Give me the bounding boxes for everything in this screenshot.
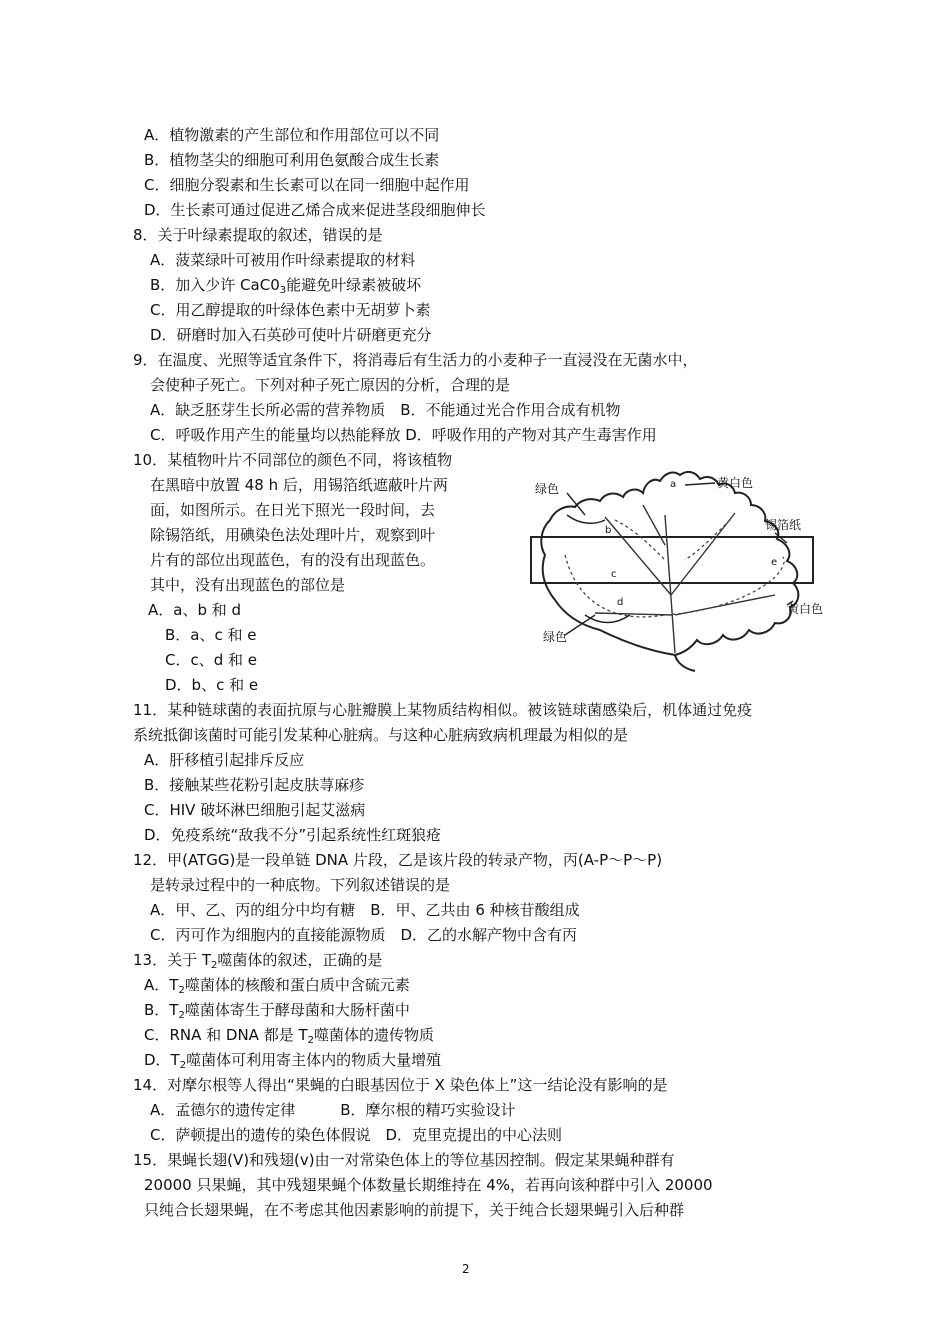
q13-option-c: C．RNA 和 DNA 都是 $T_2$噬菌体的遗传物质 xyxy=(144,1026,435,1046)
q11-option-b: B．接触某些花粉引起皮肤荨麻疹 xyxy=(144,776,365,794)
label-green-bottom: 绿色 xyxy=(543,630,568,644)
label-yellow-white-bottom: 黄白色 xyxy=(787,602,824,616)
q7-option-d: D．生长素可通过促进乙烯合成来促进茎段细胞伸长 xyxy=(144,201,486,219)
q14-options-cd: C．萨顿提出的遗传的染色体假说 D．克里克提出的中心法则 xyxy=(150,1126,563,1144)
q11-stem-2: 系统抵御该菌时可能引发某种心脏病。与这种心脏病致病机理最为相似的是 xyxy=(133,726,629,744)
q15-stem-2: 20000 只果蝇，其中残翅果蝇个体数量长期维持在 4%，若再向该种群中引入 20000 xyxy=(144,1176,713,1194)
q9-stem-2: 会使种子死亡。下列对种子死亡原因的分析，合理的是 xyxy=(150,376,511,394)
label-e: e xyxy=(771,557,778,568)
q10-stem-1: 10．某植物叶片不同部位的颜色不同，将该植物 xyxy=(133,451,453,469)
q7-option-c: C．细胞分裂素和生长素可以在同一细胞中起作用 xyxy=(144,176,470,194)
label-c: c xyxy=(611,569,617,580)
q9-options-cd: C．呼吸作用产生的能量均以热能释放 D．呼吸作用的产物对其产生毒害作用 xyxy=(150,426,657,444)
label-a: a xyxy=(670,479,677,490)
q15-stem-3: 只纯合长翅果蝇，在不考虑其他因素影响的前提下，关于纯合长翅果蝇引入后种群 xyxy=(144,1201,685,1219)
q9-options-ab: A．缺乏胚芽生长所必需的营养物质 B．不能通过光合作用合成有机物 xyxy=(150,401,621,419)
q12-stem-1: 12．甲(ATGG)是一段单链 DNA 片段，乙是该片段的转录产物，丙(A-P～P～P) xyxy=(133,851,663,869)
q10-option-b: B．a、c 和 e xyxy=(165,626,257,644)
q10-option-d: D．b、c 和 e xyxy=(165,676,259,694)
q11-option-d: D．免疫系统“敌我不分”引起系统性红斑狼疮 xyxy=(144,826,442,844)
q10-stem-3: 面，如图所示。在日光下照光一段时间，去 xyxy=(150,501,436,519)
q10-stem-5: 片有的部位出现蓝色，有的没有出现蓝色。 xyxy=(150,551,436,569)
label-yellow-white-top: 黄白色 xyxy=(717,476,754,490)
q8-stem: 8．关于叶绿素提取的叙述，错误的是 xyxy=(133,226,383,244)
q13-option-b: B．$T_2$噬菌体寄生于酵母菌和大肠杆菌中 xyxy=(144,1001,410,1021)
label-d: d xyxy=(617,597,624,608)
q8-option-c: C．用乙醇提取的叶绿体色素中无胡萝卜素 xyxy=(150,301,431,319)
q10-stem-6: 其中，没有出现蓝色的部位是 xyxy=(150,576,346,594)
q12-options-ab: A．甲、乙、丙的组分中均有糖 B．甲、乙共由 6 种核苷酸组成 xyxy=(150,901,580,919)
q11-option-c: C．HIV 破坏淋巴细胞引起艾滋病 xyxy=(144,801,366,819)
label-green-top: 绿色 xyxy=(535,482,560,496)
label-b: b xyxy=(605,525,612,536)
q14-stem: 14．对摩尔根等人得出“果蝇的白眼基因位于 X 染色体上”这一结论没有影响的是 xyxy=(133,1076,668,1094)
q7-option-a: A．植物激素的产生部位和作用部位可以不同 xyxy=(144,126,440,144)
q8-option-a: A．菠菜绿叶可被用作叶绿素提取的材料 xyxy=(150,251,416,269)
label-foil: 锡箔纸 xyxy=(765,518,802,532)
q12-stem-2: 是转录过程中的一种底物。下列叙述错误的是 xyxy=(150,876,451,894)
q10-stem-4: 除锡箔纸，用碘染色法处理叶片，观察到叶 xyxy=(150,526,436,544)
leaf-stem xyxy=(675,655,695,671)
q14-options-ab: A．孟德尔的遗传定律 B．摩尔根的精巧实验设计 xyxy=(150,1101,516,1119)
q10-option-c: C．c、d 和 e xyxy=(165,651,258,669)
q15-stem-1: 15．果蝇长翅(V)和残翅(v)由一对常染色体上的等位基因控制。假定某果蝇种群有 xyxy=(133,1151,675,1169)
q11-stem-1: 11．某种链球菌的表面抗原与心脏瓣膜上某物质结构相似。被该链球菌感染后，机体通过免疫 xyxy=(133,701,753,719)
q9-stem-1: 9．在温度、光照等适宜条件下，将消毒后有生活力的小麦种子一直浸没在无菌水中， xyxy=(133,351,698,369)
q13-option-a: A．$T_2$噬菌体的核酸和蛋白质中含硫元素 xyxy=(144,976,410,996)
q10-option-a: A．a、b 和 d xyxy=(148,601,242,619)
q13-stem: 13．关于 $T_2$噬菌体的叙述，正确的是 xyxy=(133,951,383,971)
q7-option-b: B．植物茎尖的细胞可利用色氨酸合成生长素 xyxy=(144,151,440,169)
q8-option-b: B．加入少许 $CaC0_3$能避免叶绿素被破坏 xyxy=(150,276,422,296)
page-number: 2 xyxy=(462,1262,470,1276)
q10-stem-2: 在黑暗中放置 48 h 后，用锡箔纸遮蔽叶片两 xyxy=(150,476,448,494)
q13-option-d: D．$T_2$噬菌体可利用寄主体内的物质大量增殖 xyxy=(144,1051,442,1071)
q8-option-d: D．研磨时加入石英砂可使叶片研磨更充分 xyxy=(150,326,432,344)
q11-option-a: A．肝移植引起排斥反应 xyxy=(144,751,305,769)
leaf-figure xyxy=(525,465,870,675)
q12-options-cd: C．丙可作为细胞内的直接能源物质 D．乙的水解产物中含有丙 xyxy=(150,926,578,944)
